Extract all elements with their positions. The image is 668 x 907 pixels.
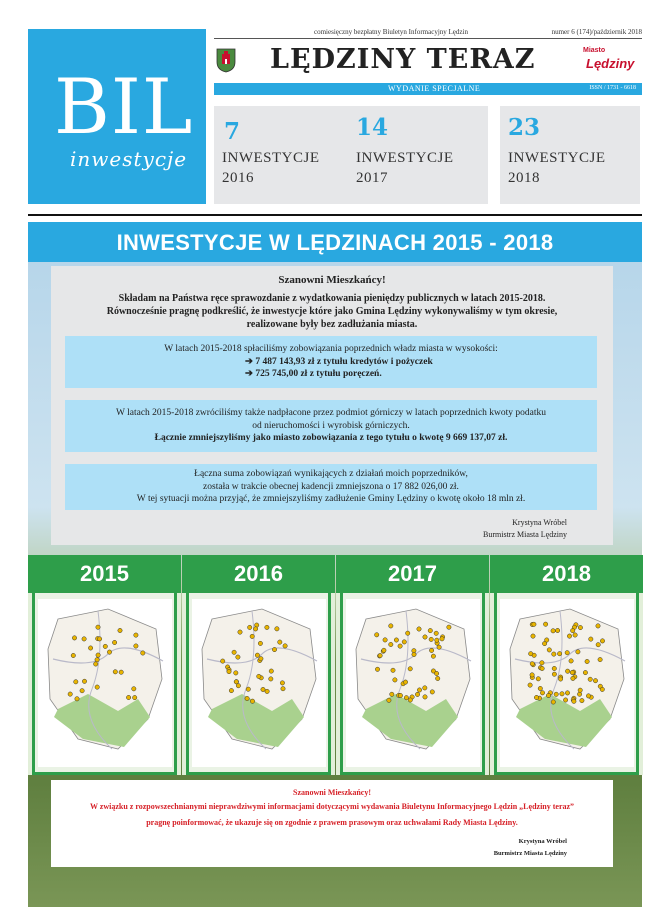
investment-marker (528, 683, 532, 687)
investment-marker (534, 695, 538, 699)
year-panel-2018[interactable] (490, 555, 643, 775)
investment-marker (227, 669, 231, 673)
investment-marker (280, 681, 284, 685)
investment-marker (530, 673, 534, 677)
investment-marker (71, 653, 75, 657)
investment-marker (261, 687, 265, 691)
investment-marker (393, 678, 397, 682)
investment-marker (234, 671, 238, 675)
investment-marker (578, 625, 582, 629)
investment-marker (88, 646, 92, 650)
info-bullet: ➔ 7 487 143,93 zł z tytułu kredytów i pożyczek (245, 356, 433, 367)
notice-line: pragnę poinformować, że ukazuje się on zgodnie z prawem prasowym oraz uchwałami Rady Miasta Lędziny. (146, 818, 518, 827)
investment-marker (389, 642, 393, 646)
publication-description: comiesięczny bezpłatny Biuletyn Informacyjny Lędzin (314, 28, 468, 36)
investment-marker (563, 698, 567, 702)
investment-marker (269, 677, 273, 681)
investment-marker (567, 634, 571, 638)
bil-logo-block (28, 29, 206, 204)
investment-marker (434, 671, 438, 675)
year-label: 2018 (542, 561, 591, 586)
year-label: 2016 (234, 561, 283, 586)
issn-label: ISSN / 1731 - 6618 (589, 85, 636, 91)
investment-marker (134, 633, 138, 637)
investment-marker (429, 637, 433, 641)
investment-marker (571, 676, 575, 680)
investment-marker (394, 638, 398, 642)
investment-marker (555, 628, 559, 632)
investment-marker (572, 699, 576, 703)
investment-marker (589, 637, 593, 641)
notice-box (51, 780, 613, 867)
investment-marker (415, 692, 419, 696)
investment-marker (112, 640, 116, 644)
letter-greeting: Szanowni Mieszkańcy! (278, 274, 386, 286)
investment-marker (551, 700, 555, 704)
info-line: Łączna suma zobowiązań wynikających z działań moich poprzedników, (194, 469, 468, 479)
investment-marker (440, 637, 444, 641)
investment-marker (531, 634, 535, 638)
investment-marker (538, 686, 542, 690)
investment-marker (431, 654, 435, 658)
investment-marker (248, 625, 252, 629)
info-box-refunds (65, 400, 597, 452)
investment-marker (447, 625, 451, 629)
investment-marker (576, 650, 580, 654)
investment-marker (95, 658, 99, 662)
investment-marker (281, 687, 285, 691)
notice-greeting: Szanowni Mieszkańcy! (293, 788, 371, 797)
investment-marker (221, 659, 225, 663)
investment-marker (569, 659, 573, 663)
investment-marker (554, 692, 558, 696)
info-box-debt (65, 464, 597, 510)
city-logo-main: Lędziny (586, 56, 635, 71)
info-line: Łącznie zmniejszyliśmy jako miasto zobowiązania z tego tytułu o kwotę 9 669 137,07 zł. (154, 433, 508, 443)
year-panel-2017[interactable] (336, 555, 489, 775)
year-panel-2016[interactable] (182, 555, 335, 775)
investment-marker (560, 692, 564, 696)
investment-marker (68, 692, 72, 696)
investment-marker (390, 692, 394, 696)
investment-marker (429, 648, 433, 652)
masthead-title: LĘDZINY TERAZ (270, 44, 536, 75)
special-edition-bar (214, 83, 642, 95)
investment-marker (74, 680, 78, 684)
notice-signature-name: Krystyna Wróbel (518, 838, 567, 845)
signature-role: Burmistrz Miasta Lędziny (483, 530, 567, 539)
investment-marker (570, 670, 574, 674)
section-banner (28, 222, 642, 262)
investment-marker (412, 652, 416, 656)
investment-marker (551, 629, 555, 633)
investment-marker (382, 648, 386, 652)
year-panels (28, 555, 642, 775)
info-line: W latach 2015-2018 spłaciliśmy zobowiązania poprzednich władz miasta w wysokości: (164, 344, 498, 354)
investment-marker (578, 688, 582, 692)
investment-marker (97, 637, 101, 641)
investment-marker (437, 645, 441, 649)
investment-marker (588, 677, 592, 681)
investment-marker (436, 676, 440, 680)
bil-logo-subtitle: inwestycje (70, 147, 188, 171)
investment-marker (423, 686, 427, 690)
investment-marker (378, 653, 382, 657)
investment-marker (417, 627, 421, 631)
investment-marker (126, 695, 130, 699)
info-line: została w trakcie obecnej kadencji zmniejszona o 17 882 026,00 zł. (203, 481, 459, 492)
info-line: od nieruchomości i wyrobisk górniczych. (252, 420, 410, 431)
investment-marker (253, 627, 257, 631)
investment-marker (257, 674, 261, 678)
investment-marker (259, 657, 263, 661)
investment-marker (540, 661, 544, 665)
investment-marker (577, 692, 581, 696)
investment-marker (375, 667, 379, 671)
investment-marker (375, 633, 379, 637)
investment-marker (403, 680, 407, 684)
special-edition-label: WYDANIE SPECJALNE (388, 84, 481, 93)
investment-marker (246, 687, 250, 691)
mayor-letter (51, 266, 613, 545)
section-title: INWESTYCJE W LĘDZINACH 2015 - 2018 (116, 230, 554, 255)
investment-marker (387, 698, 391, 702)
investment-marker (530, 662, 534, 666)
investment-marker (258, 641, 262, 645)
investment-marker (250, 634, 254, 638)
investment-marker (596, 624, 600, 628)
investment-marker (546, 693, 550, 697)
letter-intro: Składam na Państwa ręce sprawozdanie z wydatkowania pieniędzy publicznych w latach 2015-2018. Równocześnie pragnę podkreślić, że inwestycje które jako Gmina Lędziny wykonywaliśmy w tym okresie, realizowane były bez zadłużania miasta. (106, 293, 558, 330)
masthead-topline (214, 26, 642, 38)
investment-marker (423, 695, 427, 699)
investment-marker (80, 689, 84, 693)
investment-marker (600, 687, 604, 691)
investment-marker (398, 693, 402, 697)
investment-marker (103, 644, 107, 648)
investment-marker (583, 670, 587, 674)
investment-marker (565, 651, 569, 655)
year-label: 2017 (388, 561, 437, 586)
investment-marker (593, 679, 597, 683)
info-bullet: ➔ 725 745,00 zł z tytułu poręczeń. (245, 369, 382, 379)
investment-marker (402, 640, 406, 644)
investment-marker (529, 652, 533, 656)
map-frame (186, 593, 331, 775)
investment-marker (571, 628, 575, 632)
investment-marker (113, 670, 117, 674)
town-crest-icon (216, 47, 236, 73)
signature-name: Krystyna Wróbel (512, 518, 567, 527)
investment-marker (585, 659, 589, 663)
toc-item-2017[interactable] (348, 106, 488, 204)
investment-marker (133, 695, 137, 699)
year-header (336, 555, 489, 593)
investment-marker (250, 699, 254, 703)
investment-marker (434, 631, 438, 635)
toc-label: INWESTYCJE 2018 (508, 150, 606, 186)
year-label: 2015 (80, 561, 129, 586)
section-rule (28, 214, 642, 216)
investment-marker (72, 636, 76, 640)
investment-marker (547, 648, 551, 652)
toc-label: INWESTYCJE 2017 (356, 150, 454, 186)
investment-marker (269, 669, 273, 673)
toc-page-number: 14 (356, 114, 389, 141)
investment-marker (119, 670, 123, 674)
investment-marker (540, 666, 544, 670)
investment-marker (82, 637, 86, 641)
investment-marker (565, 669, 569, 673)
top-rule (214, 38, 642, 39)
investment-marker (543, 622, 547, 626)
year-header (28, 555, 181, 593)
investment-marker (557, 652, 561, 656)
investment-marker (417, 688, 421, 692)
toc-page-number: 23 (508, 114, 541, 141)
year-panel-2015[interactable] (28, 555, 181, 775)
investment-marker (265, 689, 269, 693)
investment-marker (545, 638, 549, 642)
investment-marker (75, 697, 79, 701)
investment-marker (383, 638, 387, 642)
investment-marker (96, 625, 100, 629)
investment-marker (391, 668, 395, 672)
investment-marker (236, 684, 240, 688)
investment-map-2017 (346, 599, 480, 767)
investment-marker (558, 677, 562, 681)
investment-map-2018 (500, 599, 634, 767)
investment-marker (232, 650, 236, 654)
investment-marker (532, 622, 536, 626)
investment-marker (573, 633, 577, 637)
investment-marker (536, 677, 540, 681)
investment-marker (540, 691, 544, 695)
toc-page-number: 7 (224, 118, 241, 145)
toc-label: INWESTYCJE 2016 (222, 150, 320, 186)
investment-map-2016 (192, 599, 326, 767)
investment-marker (598, 657, 602, 661)
investment-map-2015 (38, 599, 172, 767)
investment-marker (552, 672, 556, 676)
investment-marker (586, 694, 590, 698)
investment-marker (435, 638, 439, 642)
investment-marker (398, 644, 402, 648)
year-header (490, 555, 643, 593)
investment-marker (95, 685, 99, 689)
investment-marker (236, 655, 240, 659)
info-line: W tej sytuacji można przyjąć, że zmniejszyliśmy zadłużenie Gminy Lędziny o kwotę około 18 mln zł. (136, 494, 526, 504)
investment-marker (134, 644, 138, 648)
investment-marker (107, 650, 111, 654)
info-box-repaid (65, 336, 597, 388)
info-line: W latach 2015-2018 zwróciliśmy także nadpłacone przez podmiot górniczy w latach poprzednich kwoty podatku (115, 408, 547, 418)
investment-marker (82, 679, 86, 683)
investment-marker (596, 643, 600, 647)
notice-signature-role: Burmistrz Miasta Lędziny (493, 850, 567, 857)
toc-item-2016[interactable] (214, 106, 354, 204)
investment-marker (408, 667, 412, 671)
map-frame (494, 593, 639, 775)
investment-marker (94, 662, 98, 666)
investment-marker (283, 644, 287, 648)
investment-marker (406, 631, 410, 635)
investment-marker (404, 696, 408, 700)
investment-marker (278, 640, 282, 644)
investment-marker (238, 630, 242, 634)
investment-marker (423, 635, 427, 639)
investment-marker (272, 647, 276, 651)
investment-marker (265, 625, 269, 629)
investment-marker (96, 653, 100, 657)
investment-marker (132, 687, 136, 691)
investment-marker (141, 651, 145, 655)
investment-marker (255, 653, 259, 657)
city-logo-small: Miasto (583, 47, 606, 54)
investment-marker (600, 639, 604, 643)
investment-marker (552, 666, 556, 670)
issue-number: numer 6 (174)/październik 2018 (551, 28, 642, 36)
investment-marker (275, 627, 279, 631)
investment-marker (408, 698, 412, 702)
investment-marker (389, 624, 393, 628)
notice-line: W związku z rozpowszechnianymi nieprawdziwymi informacjami dotyczącymi wydawania Biuletynu Informacyjnego Lędzin „Lędziny teraz” (89, 802, 575, 811)
investment-marker (580, 698, 584, 702)
investment-marker (229, 688, 233, 692)
toc-item-2018[interactable] (500, 106, 640, 204)
year-header (182, 555, 335, 593)
investment-marker (118, 628, 122, 632)
investment-marker (430, 690, 434, 694)
investment-marker (245, 696, 249, 700)
map-frame (32, 593, 177, 775)
bil-logo-letters: BIL (54, 62, 194, 151)
investment-marker (565, 691, 569, 695)
investment-marker (552, 652, 556, 656)
investment-marker (428, 628, 432, 632)
map-frame (340, 593, 485, 775)
